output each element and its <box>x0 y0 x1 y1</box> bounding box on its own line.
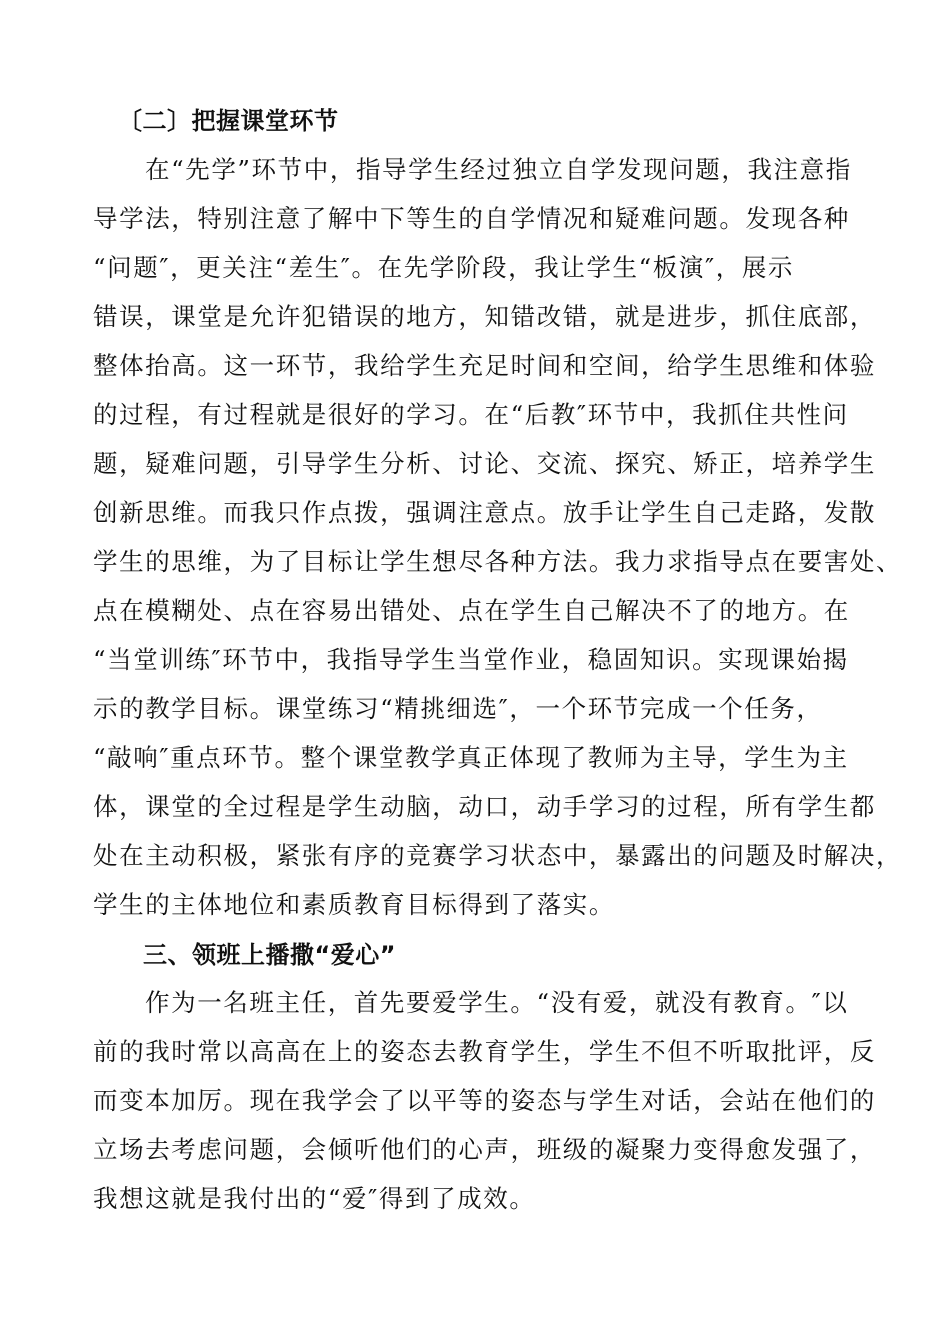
paragraph-line-14: 体，课堂的全过程是学生动脑，动口，动手学习的过程，所有学生都 <box>93 792 876 821</box>
paragraph-line-15: 处在主动积极，紧张有序的竞赛学习状态中，暴露出的问题及时解决， <box>93 841 903 870</box>
paragraph-line-7: 题，疑难问题，引导学生分析、讨论、交流、探究、矫正，培养学生 <box>93 449 876 478</box>
paragraph-line-20: 立场去考虑问题，会倾听他们的心声，班级的凝聚力变得愈发强了， <box>93 1135 876 1164</box>
paragraph-line-10: 点在模糊处、点在容易出错处、点在学生自己解决不了的地方。在 <box>93 596 850 625</box>
section-heading-3: 三、领班上播撒“爱心” <box>143 941 397 969</box>
paragraph-line-8: 创新思维。而我只作点拨，强调注意点。放手让学生自己走路，发散 <box>93 498 876 527</box>
paragraph-line-12: 示的教学目标。课堂练习“精挑细选″，一个环节完成一个任务， <box>93 694 823 723</box>
paragraph-line-18: 前的我时常以高高在上的姿态去教育学生，学生不但不听取批评，反 <box>93 1037 876 1066</box>
paragraph-line-6: 的过程，有过程就是很好的学习。在“后教″环节中，我抓住共性问 <box>93 400 849 429</box>
paragraph-line-4: 错误，课堂是允许犯错误的地方，知错改错，就是进步，抓住底部， <box>93 302 876 331</box>
paragraph-line-13: “敲响″重点环节。整个课堂教学真正体现了教师为主导，学生为主 <box>93 743 849 772</box>
paragraph-line-2: 导学法，特别注意了解中下等生的自学情况和疑难问题。发现各种 <box>93 204 850 233</box>
paragraph-line-19: 而变本加厉。现在我学会了以平等的姿态与学生对话，会站在他们的 <box>93 1086 876 1115</box>
paragraph-line-21: 我想这就是我付出的“爱″得到了成效。 <box>93 1184 536 1213</box>
paragraph-line-11: “当堂训练″环节中，我指导学生当堂作业，稳固知识。实现课始揭 <box>93 645 849 674</box>
paragraph-line-17: 作为一名班主任，首先要爱学生。“没有爱，就没有教育。″以 <box>145 988 849 1017</box>
paragraph-line-1: 在“先学”环节中，指导学生经过独立自学发现问题，我注意指 <box>145 155 852 184</box>
paragraph-line-5: 整体抬高。这一环节，我给学生充足时间和空间，给学生思维和体验 <box>93 351 876 380</box>
section-heading-2: 〔二〕把握课堂环节 <box>118 107 339 135</box>
paragraph-line-3: “问题″，更关注“差生″。在先学阶段，我让学生“板演″，展示 <box>93 253 795 282</box>
paragraph-line-16: 学生的主体地位和素质教育目标得到了落实。 <box>93 890 615 919</box>
paragraph-line-9: 学生的思维，为了目标让学生想尽各种方法。我力求指导点在要害处、 <box>93 547 903 576</box>
